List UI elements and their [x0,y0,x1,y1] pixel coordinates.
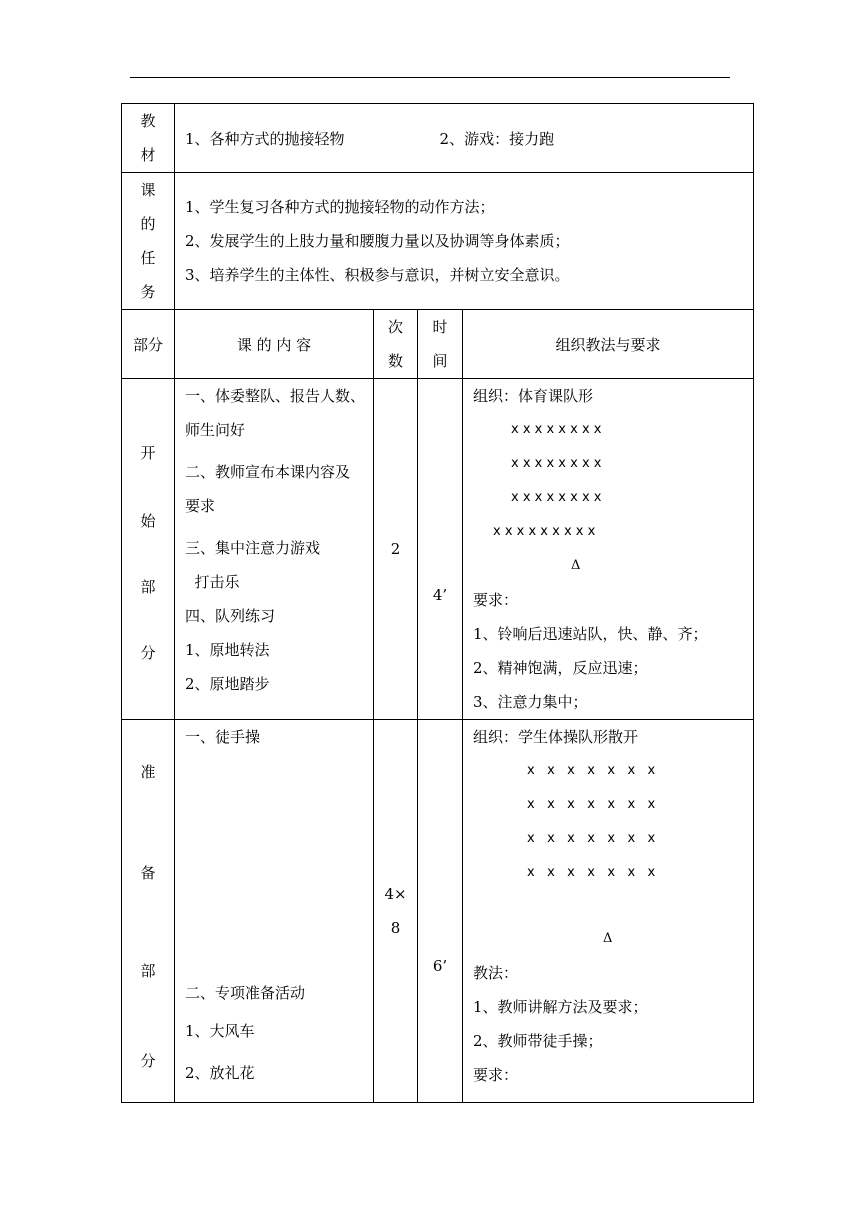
teacher-mark: Δ [571,558,581,573]
prep-section-content [175,720,374,1103]
requirement-line: 3、注意力集中； [473,693,588,711]
teaching-material-row [122,104,754,173]
content-line: 1、原地转法 [185,641,270,659]
requirement-line: 2、精神饱满，反应迅速； [473,659,648,677]
lesson-task-label: 课 的 任 务 [122,173,175,310]
formation-row: x x x x x x x x x [493,524,596,539]
header-rule [130,77,730,78]
content-line: 四、队列练习 [185,607,276,625]
material-item-2: 2、游戏：接力跑 [439,129,555,148]
content-line: 一、徒手操 [185,728,261,746]
task-line: 1、学生复习各种方式的抛接轻物的动作方法； [185,198,495,216]
content-line: 2、放礼花 [185,1064,255,1082]
column-header-content: 课 的 内 容 [175,310,374,379]
organization-title: 组织：学生体操队形散开 [473,728,639,746]
teaching-material-label: 教 材 [122,104,175,173]
content-line: 1、大风车 [185,1022,255,1040]
prep-section-label: 准 备 部 分 [122,720,175,1103]
column-header-count: 次 数 [374,310,418,379]
requirement-line: 1、铃响后迅速站队，快、静、齐； [473,625,708,643]
content-line: 二、教师宣布本课内容及 [185,463,351,481]
content-line: 三、集中注意力游戏 [185,539,321,557]
formation-row: x x x x x x x x [511,422,602,437]
content-line: 一、体委整队、报告人数、 [185,387,366,405]
prep-section-count: 4× 8 [374,720,418,1103]
content-line: 打击乐 [185,573,240,591]
column-header-time: 时 间 [418,310,463,379]
prep-section-time: 6’ [418,720,463,1103]
formation-row: x x x x x x x [527,831,656,846]
lesson-plan-table [121,103,754,1103]
prep-section-method [463,720,754,1103]
formation-row: x x x x x x x [527,763,656,778]
content-line: 要求 [185,497,216,515]
task-line: 2、发展学生的上肢力量和腰腹力量以及协调等身体素质； [185,232,570,250]
start-section-row [122,379,754,720]
formation-row: x x x x x x x x [511,456,602,471]
start-section-method [463,379,754,720]
lesson-task-content [175,173,754,310]
teaching-material-content [175,104,754,173]
start-section-count: 2 [374,379,418,720]
start-section-time: 4’ [418,379,463,720]
start-section-label: 开 始 部 分 [122,379,175,720]
task-line: 3、培养学生的主体性、积极参与意识，并树立安全意识。 [185,266,570,284]
column-header-part: 部分 [122,310,175,379]
start-section-content [175,379,374,720]
formation-row: x x x x x x x x [511,490,602,505]
content-line: 二、专项准备活动 [185,984,306,1002]
content-line: 2、原地踏步 [185,675,270,693]
method-line: 2、教师带徒手操； [473,1032,603,1050]
requirements-title: 要求： [473,591,519,609]
column-header-row [122,310,754,379]
formation-row: x x x x x x x [527,797,656,812]
requirements-title: 要求： [473,1066,519,1084]
column-header-method: 组织教法与要求 [463,310,754,379]
method-title: 教法： [473,964,519,982]
prep-section-row [122,720,754,1103]
teacher-mark: Δ [603,931,613,946]
organization-title: 组织：体育课队形 [473,387,594,405]
method-line: 1、教师讲解方法及要求； [473,998,648,1016]
material-item-1: 1、各种方式的抛接轻物 [185,129,345,148]
formation-row: x x x x x x x [527,865,656,880]
content-line: 师生问好 [185,421,246,439]
lesson-task-row [122,173,754,310]
